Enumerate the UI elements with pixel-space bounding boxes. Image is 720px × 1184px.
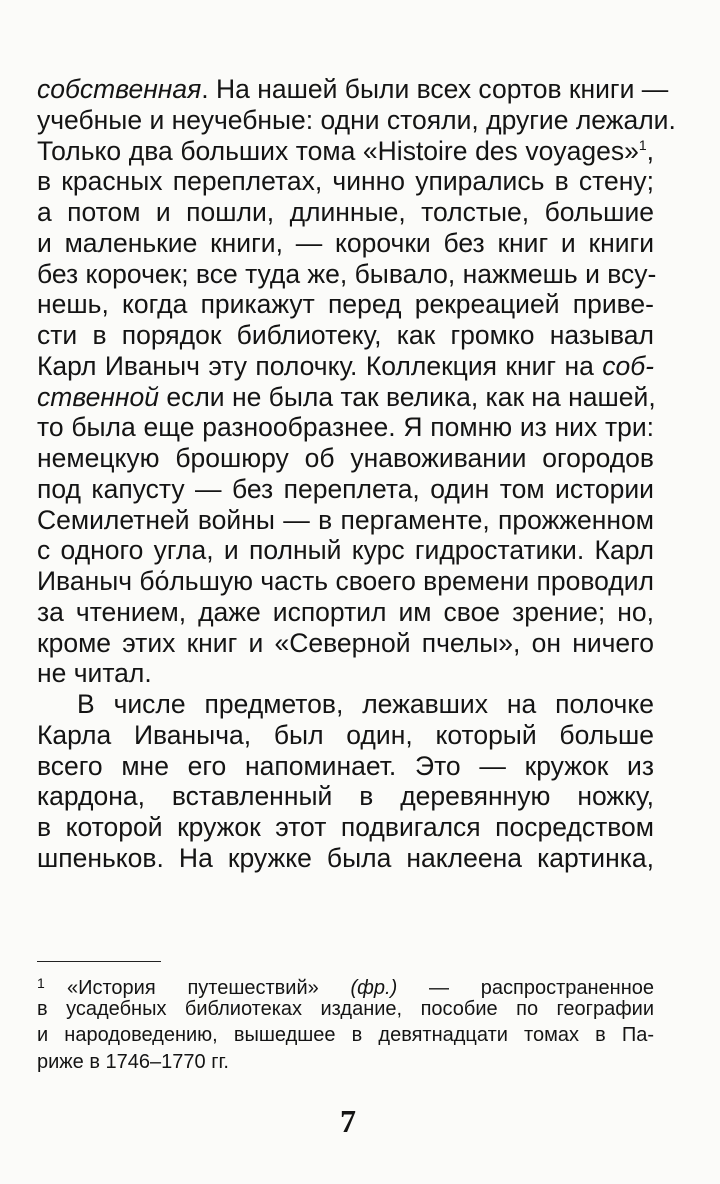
italic-text: (фр.) [350,977,398,999]
footnote-line [37,1022,654,1048]
text-line [37,812,654,842]
page-number: 7 [340,1103,356,1139]
text-segment: Только два больших тома «Histoire des voyages» [37,135,639,166]
footnote-reference: 1 [638,136,647,153]
text-line [37,258,657,289]
text-line [37,412,654,442]
footnote-line [37,1049,654,1075]
footnote-marker: 1 [37,975,45,991]
text-line [37,382,654,412]
text-segment: , [646,135,654,166]
text-segment: Карл Иваныч эту полочку. Коллекция книг на [37,350,603,381]
text-segment: с одного угла, и полный курс гидростатики. Карл [37,535,654,566]
text-segment: учебные и неучебные: одни стояли, другие лежали. [37,104,676,135]
text-line [37,597,654,627]
text-segment: а потом и пошли, длинные, толстые, большие [37,197,654,227]
text-segment: всего мне его напоминает. Это — кружок из [37,750,654,781]
text-segment: если не была так велика, как на нашей, [158,381,656,412]
text-line [37,74,669,104]
text-line [37,781,654,811]
text-line [37,166,654,196]
italic-text: собственная [37,74,202,104]
text-line [37,136,654,166]
text-segment: Иваныч бо́льшую часть своего времени проводил [37,566,654,596]
text-line [37,289,654,319]
italic-text: соб- [602,350,654,381]
text-segment: шпеньков. На кружке была наклеена картинка, [37,842,654,873]
text-segment: не читал. [37,658,152,689]
text-segment: Семилетней войны — в пергаменте, прожженном [37,504,654,535]
footnote-line [37,996,654,1022]
text-segment: и маленькие книги, — корочки без книг и книги [37,227,654,258]
text-segment: В числе предметов, лежавших на полочке [77,689,654,719]
text-segment: под капусту — без переплета, один том истории [37,473,654,504]
text-line [37,535,654,565]
text-line [37,443,654,473]
text-line [37,505,654,535]
text-line [37,351,654,381]
text-segment: риже в 1746–1770 гг. [37,1050,229,1073]
text-segment: за чтением, даже испортил им свое зрение; но, [37,596,654,627]
text-segment: — распространенное [397,977,654,999]
text-line [37,474,654,504]
text-segment: в усадебных библиотеках издание, пособие по географии [37,998,654,1021]
text-line [37,566,654,596]
text-line [37,197,654,227]
text-line [37,658,654,688]
text-line [37,320,654,350]
italic-text: ственной [37,381,159,412]
text-segment: кроме этих книг и «Северной пчелы», он ничего [37,627,654,658]
text-segment: . На нашей были всех сортов книги — [201,74,669,104]
text-segment: сти в порядок библиотеку, как громко называл [37,320,654,350]
text-segment: Карла Иваныча, был один, который больше [37,719,654,750]
text-segment: то была еще разнообразнее. Я помню из них три: [37,412,654,443]
text-segment: в которой кружок этот подвигался посредством [37,812,654,842]
footnote-separator [37,961,161,962]
text-line [37,228,654,258]
text-segment: немецкую брошюру об унавоживании огородов [37,443,654,473]
text-segment: без корочек; все туда же, бывало, нажмешь и всу- [37,258,657,289]
text-line [37,751,654,781]
text-segment: в красных переплетах, чинно упирались в стену; [37,166,654,197]
text-line [77,689,654,719]
text-segment: и народоведению, вышедшее в девятнадцати томах в Па- [37,1024,654,1047]
text-segment: «История путешествий» [67,977,351,999]
text-segment: кардона, вставленный в деревянную ножку, [37,781,654,812]
text-line [37,628,654,658]
text-line [37,843,654,873]
text-line [37,720,654,750]
text-line [37,104,676,135]
text-segment: нешь, когда прикажут перед рекреацией приве- [37,289,654,320]
